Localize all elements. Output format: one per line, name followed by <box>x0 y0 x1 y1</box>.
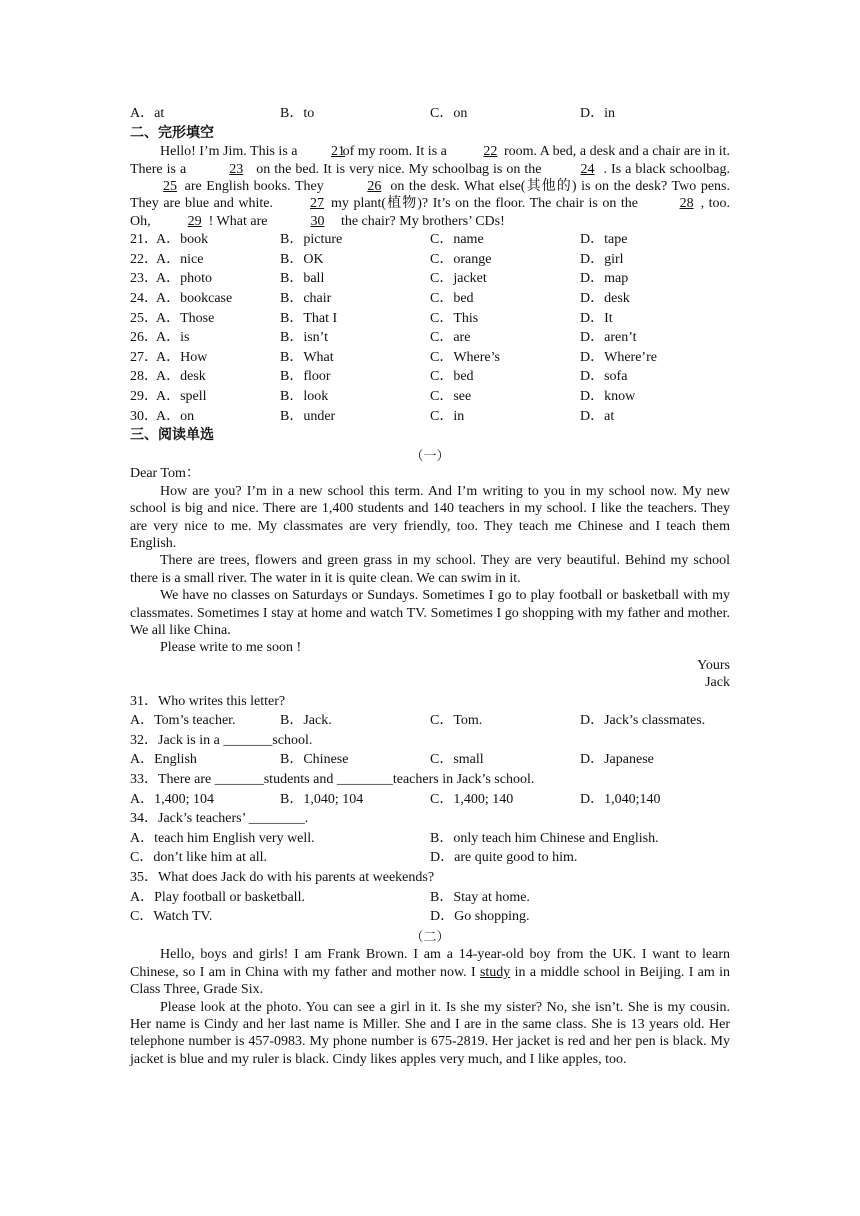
cloze-option-d[interactable]: D．map <box>580 271 629 287</box>
cloze-option-a[interactable] <box>130 407 194 427</box>
option-text: A．photo <box>156 271 212 287</box>
blank-29[interactable]: 29 <box>187 213 202 229</box>
cloze-option-c[interactable]: C．bed <box>430 291 474 306</box>
question-34-options-cd <box>130 848 730 868</box>
cloze-option-c[interactable]: C．are <box>430 330 471 346</box>
letter-paragraph-3: We have no classes on Saturdays or Sundays. Sometimes I go to play football or basketball with my classmates. Sometimes I stay at home and watch TV. Sometimes I go shopping with my father and mother. We all like China. <box>130 588 730 638</box>
blank-27[interactable]: 27 <box>310 196 324 212</box>
cloze-question-row <box>130 289 730 309</box>
question-34-options-ab <box>130 829 730 849</box>
blank-24[interactable]: 24 <box>580 161 595 177</box>
cloze-text: room. A bed, a desk and a chair are in it. There is a <box>130 144 731 177</box>
letter-salutation: Dear Tom： <box>130 466 200 482</box>
q20-option-c[interactable]: C．on <box>430 106 468 121</box>
cloze-text: , too. Oh, <box>130 196 731 229</box>
cloze-option-a[interactable] <box>130 269 212 289</box>
question-35-options-ab <box>130 888 730 908</box>
passage-2-paragraph-2: Please look at the photo. You can see a girl in it. Is she my sister? No, she isn’t. She is my cousin. Her name is Cindy and her last name is Miller. She and I are in the same class. She is 13 years old. Her telephone number is 457-0983. My phone number is 675-2819. Her jacket is red and her pen is black. My jacket is blue and my ruler is black. Cindy likes apples very much, and I like apples, too. <box>130 999 730 1067</box>
question-number: 25． <box>130 310 158 326</box>
question-number: 23． <box>130 271 158 287</box>
q20-option-b[interactable]: B．to <box>280 106 315 121</box>
cloze-option-a[interactable] <box>130 230 208 250</box>
cloze-question-row <box>130 309 730 329</box>
option-text: A．is <box>156 330 190 346</box>
section-title-reading: 三、阅读单选 <box>130 428 214 444</box>
cloze-option-b[interactable]: B．That I <box>280 310 338 326</box>
cloze-option-c[interactable]: C．bed <box>430 369 474 385</box>
q33-option-c[interactable]: C．1,400; 140 <box>430 791 514 807</box>
letter-signature: Jack <box>705 675 730 691</box>
cloze-option-a[interactable] <box>130 348 207 368</box>
q32-option-d[interactable]: D．Japanese <box>580 752 654 768</box>
q32-option-b[interactable]: B．Chinese <box>280 752 349 768</box>
cloze-text: the chair? My brothers’ CDs! <box>337 213 505 229</box>
cloze-option-a[interactable] <box>130 309 214 329</box>
cloze-questions <box>130 230 730 426</box>
cloze-option-d[interactable]: D．know <box>580 388 636 404</box>
cloze-option-b[interactable]: B．chair <box>280 291 332 306</box>
q20-option-d[interactable]: D．in <box>580 106 615 121</box>
letter-paragraph-2: There are trees, flowers and green grass in my school. They are very beautiful. Behind my school there is a small river. The water in it is quite clean. We can swim in it. <box>130 553 730 586</box>
question-32-stem: 32．Jack is in a _______school. <box>130 732 313 748</box>
cloze-option-c[interactable]: C．name <box>430 232 484 248</box>
question-31-stem: 31．Who writes this letter? <box>130 693 286 709</box>
q31-option-d[interactable]: D．Jack’s classmates. <box>580 713 706 729</box>
blank-23[interactable]: 23 <box>229 161 244 177</box>
q34-option-b[interactable]: B．only teach him Chinese and English. <box>430 830 659 846</box>
cloze-question-row <box>130 269 730 289</box>
question-number: 29． <box>130 388 158 404</box>
letter-paragraph-4: Please write to me soon ! <box>160 640 302 656</box>
question-number: 26． <box>130 330 158 346</box>
cloze-question-row <box>130 348 730 368</box>
blank-25[interactable]: 25 <box>163 179 177 194</box>
passage-2-paragraph-1 <box>130 946 730 998</box>
cloze-text: on the desk. What else(其他的) is on the desk? Two pens. They are blue and white. <box>130 179 730 212</box>
q35-option-d[interactable]: D．Go shopping. <box>430 909 530 925</box>
question-number: 27． <box>130 349 158 365</box>
option-text: A．nice <box>156 251 204 267</box>
cloze-option-b[interactable]: B．ball <box>280 271 325 287</box>
question-number: 30． <box>130 408 158 424</box>
cloze-option-c[interactable]: C．in <box>430 408 465 424</box>
underlined-word: study <box>479 964 511 980</box>
reading-part-1-label: （一） <box>410 447 450 463</box>
cloze-option-c[interactable]: C．jacket <box>430 271 487 287</box>
q31-option-c[interactable]: C．Tom. <box>430 713 483 729</box>
q34-option-c[interactable]: C．don’t like him at all. <box>130 850 268 866</box>
cloze-question-row <box>130 250 730 270</box>
question-34-stem: 34．Jack’s teachers’ ________. <box>130 811 309 827</box>
section-title-cloze: 二、完形填空 <box>130 125 214 141</box>
cloze-option-b[interactable]: B．OK <box>280 251 324 267</box>
cloze-text: ! What are <box>208 213 268 229</box>
question-32-options <box>130 750 730 770</box>
q33-option-d[interactable]: D．1,040;140 <box>580 791 661 807</box>
cloze-question-row <box>130 367 730 387</box>
cloze-option-d[interactable]: D．It <box>580 310 613 326</box>
question-number: 24． <box>130 291 158 306</box>
q35-option-b[interactable]: B．Stay at home. <box>430 889 530 905</box>
letter-closing: Yours <box>697 657 730 673</box>
cloze-option-b[interactable]: B．under <box>280 408 336 424</box>
q20-options <box>130 104 730 124</box>
q33-option-b[interactable]: B．1,040; 104 <box>280 791 364 807</box>
page-content <box>130 104 730 1068</box>
q32-option-c[interactable]: C．small <box>430 752 484 768</box>
cloze-question-row <box>130 230 730 250</box>
option-text: A．desk <box>156 369 206 385</box>
question-number: 28． <box>130 369 158 385</box>
cloze-option-c[interactable]: C．This <box>430 310 479 326</box>
question-33-options <box>130 790 730 810</box>
cloze-option-c[interactable]: C．see <box>430 388 472 404</box>
blank-28[interactable]: 28 <box>679 196 694 212</box>
cloze-option-c[interactable]: C．Where’s <box>430 349 500 365</box>
cloze-question-row <box>130 328 730 348</box>
cloze-option-d[interactable]: D．at <box>580 408 615 424</box>
cloze-text: Hello! I’m Jim. This is a <box>160 144 302 160</box>
cloze-option-a[interactable] <box>130 367 206 387</box>
cloze-option-b[interactable]: B．look <box>280 388 329 404</box>
option-text: A．Those <box>156 310 215 326</box>
cloze-option-d[interactable]: D．girl <box>580 251 624 267</box>
q34-option-a[interactable]: A．teach him English very well. <box>130 830 315 846</box>
passage-2-text: Hello, boys and girls! I am Frank Brown. I am a 14-year-old boy from the UK. I want to learn Chinese, so I am in China with my father and mother now. I <box>130 947 730 980</box>
cloze-option-d[interactable]: D．Where’re <box>580 349 657 365</box>
q31-option-b[interactable]: B．Jack. <box>280 713 332 729</box>
question-31-options <box>130 711 730 731</box>
cloze-text: of my room. It is a <box>342 144 451 160</box>
cloze-option-b[interactable]: B．floor <box>280 369 331 385</box>
cloze-option-a[interactable] <box>130 328 189 348</box>
q35-option-a[interactable]: A．Play football or basketball. <box>130 889 305 905</box>
cloze-option-b[interactable]: B．picture <box>280 232 343 248</box>
q33-option-a[interactable]: A．1,400; 104 <box>130 791 214 807</box>
q34-option-d[interactable]: D．are quite good to him. <box>430 850 578 866</box>
cloze-passage <box>130 143 730 230</box>
cloze-option-d[interactable]: D．aren’t <box>580 330 637 346</box>
passage-2-text: in a middle school in Beijing. I am in Class Three, Grade Six. <box>130 964 730 998</box>
cloze-option-b[interactable]: B．isn’t <box>280 330 328 346</box>
option-text: A．book <box>156 232 209 248</box>
question-35-options-cd <box>130 907 730 927</box>
blank-22[interactable]: 22 <box>483 144 498 160</box>
q32-option-a[interactable]: A．English <box>130 752 197 768</box>
cloze-option-d[interactable]: D．sofa <box>580 369 628 385</box>
blank-30[interactable]: 30 <box>310 213 325 229</box>
cloze-text: my plant(植物)? It’s on the floor. The chair is on the <box>331 196 643 212</box>
question-33-stem: 33．There are _______students and ________teachers in Jack’s school. <box>130 772 535 787</box>
option-text: A．spell <box>156 388 207 404</box>
cloze-option-d[interactable]: D．tape <box>580 232 628 248</box>
q35-option-c[interactable]: C．Watch TV. <box>130 909 213 925</box>
question-number: 22． <box>130 251 158 267</box>
cloze-question-row <box>130 387 730 407</box>
blank-21[interactable]: 21 <box>331 144 346 160</box>
cloze-option-b[interactable]: B．What <box>280 349 334 365</box>
option-text: A．bookcase <box>156 291 233 306</box>
cloze-text: are English books. They <box>184 179 329 194</box>
q20-option-a[interactable]: A．at <box>130 106 165 121</box>
reading-part-2-label: （二） <box>410 928 450 944</box>
question-number: 21． <box>130 232 158 248</box>
option-text: A．on <box>156 408 195 424</box>
cloze-option-a[interactable] <box>130 289 232 309</box>
option-text: A．How <box>156 349 208 365</box>
cloze-text: . Is a black schoolbag. <box>603 161 731 177</box>
question-35-stem: 35．What does Jack do with his parents at weekends? <box>130 869 435 885</box>
blank-26[interactable]: 26 <box>367 179 382 194</box>
cloze-text: on the bed. It is very nice. My schoolbag is on the <box>256 161 542 177</box>
cloze-option-a[interactable] <box>130 387 207 407</box>
cloze-option-a[interactable] <box>130 250 203 270</box>
q31-option-a[interactable]: A．Tom’s teacher. <box>130 713 236 729</box>
cloze-option-c[interactable]: C．orange <box>430 251 492 267</box>
cloze-option-d[interactable]: D．desk <box>580 291 630 306</box>
cloze-question-row <box>130 407 730 427</box>
letter-paragraph-1: How are you? I’m in a new school this term. And I’m writing to you in my school now. My new school is big and nice. There are 1,400 students and 140 teachers in my school. I like the teachers. They are very nice to me. My classmates are very friendly, too. They teach me Chinese and I teach them English. <box>130 483 730 551</box>
